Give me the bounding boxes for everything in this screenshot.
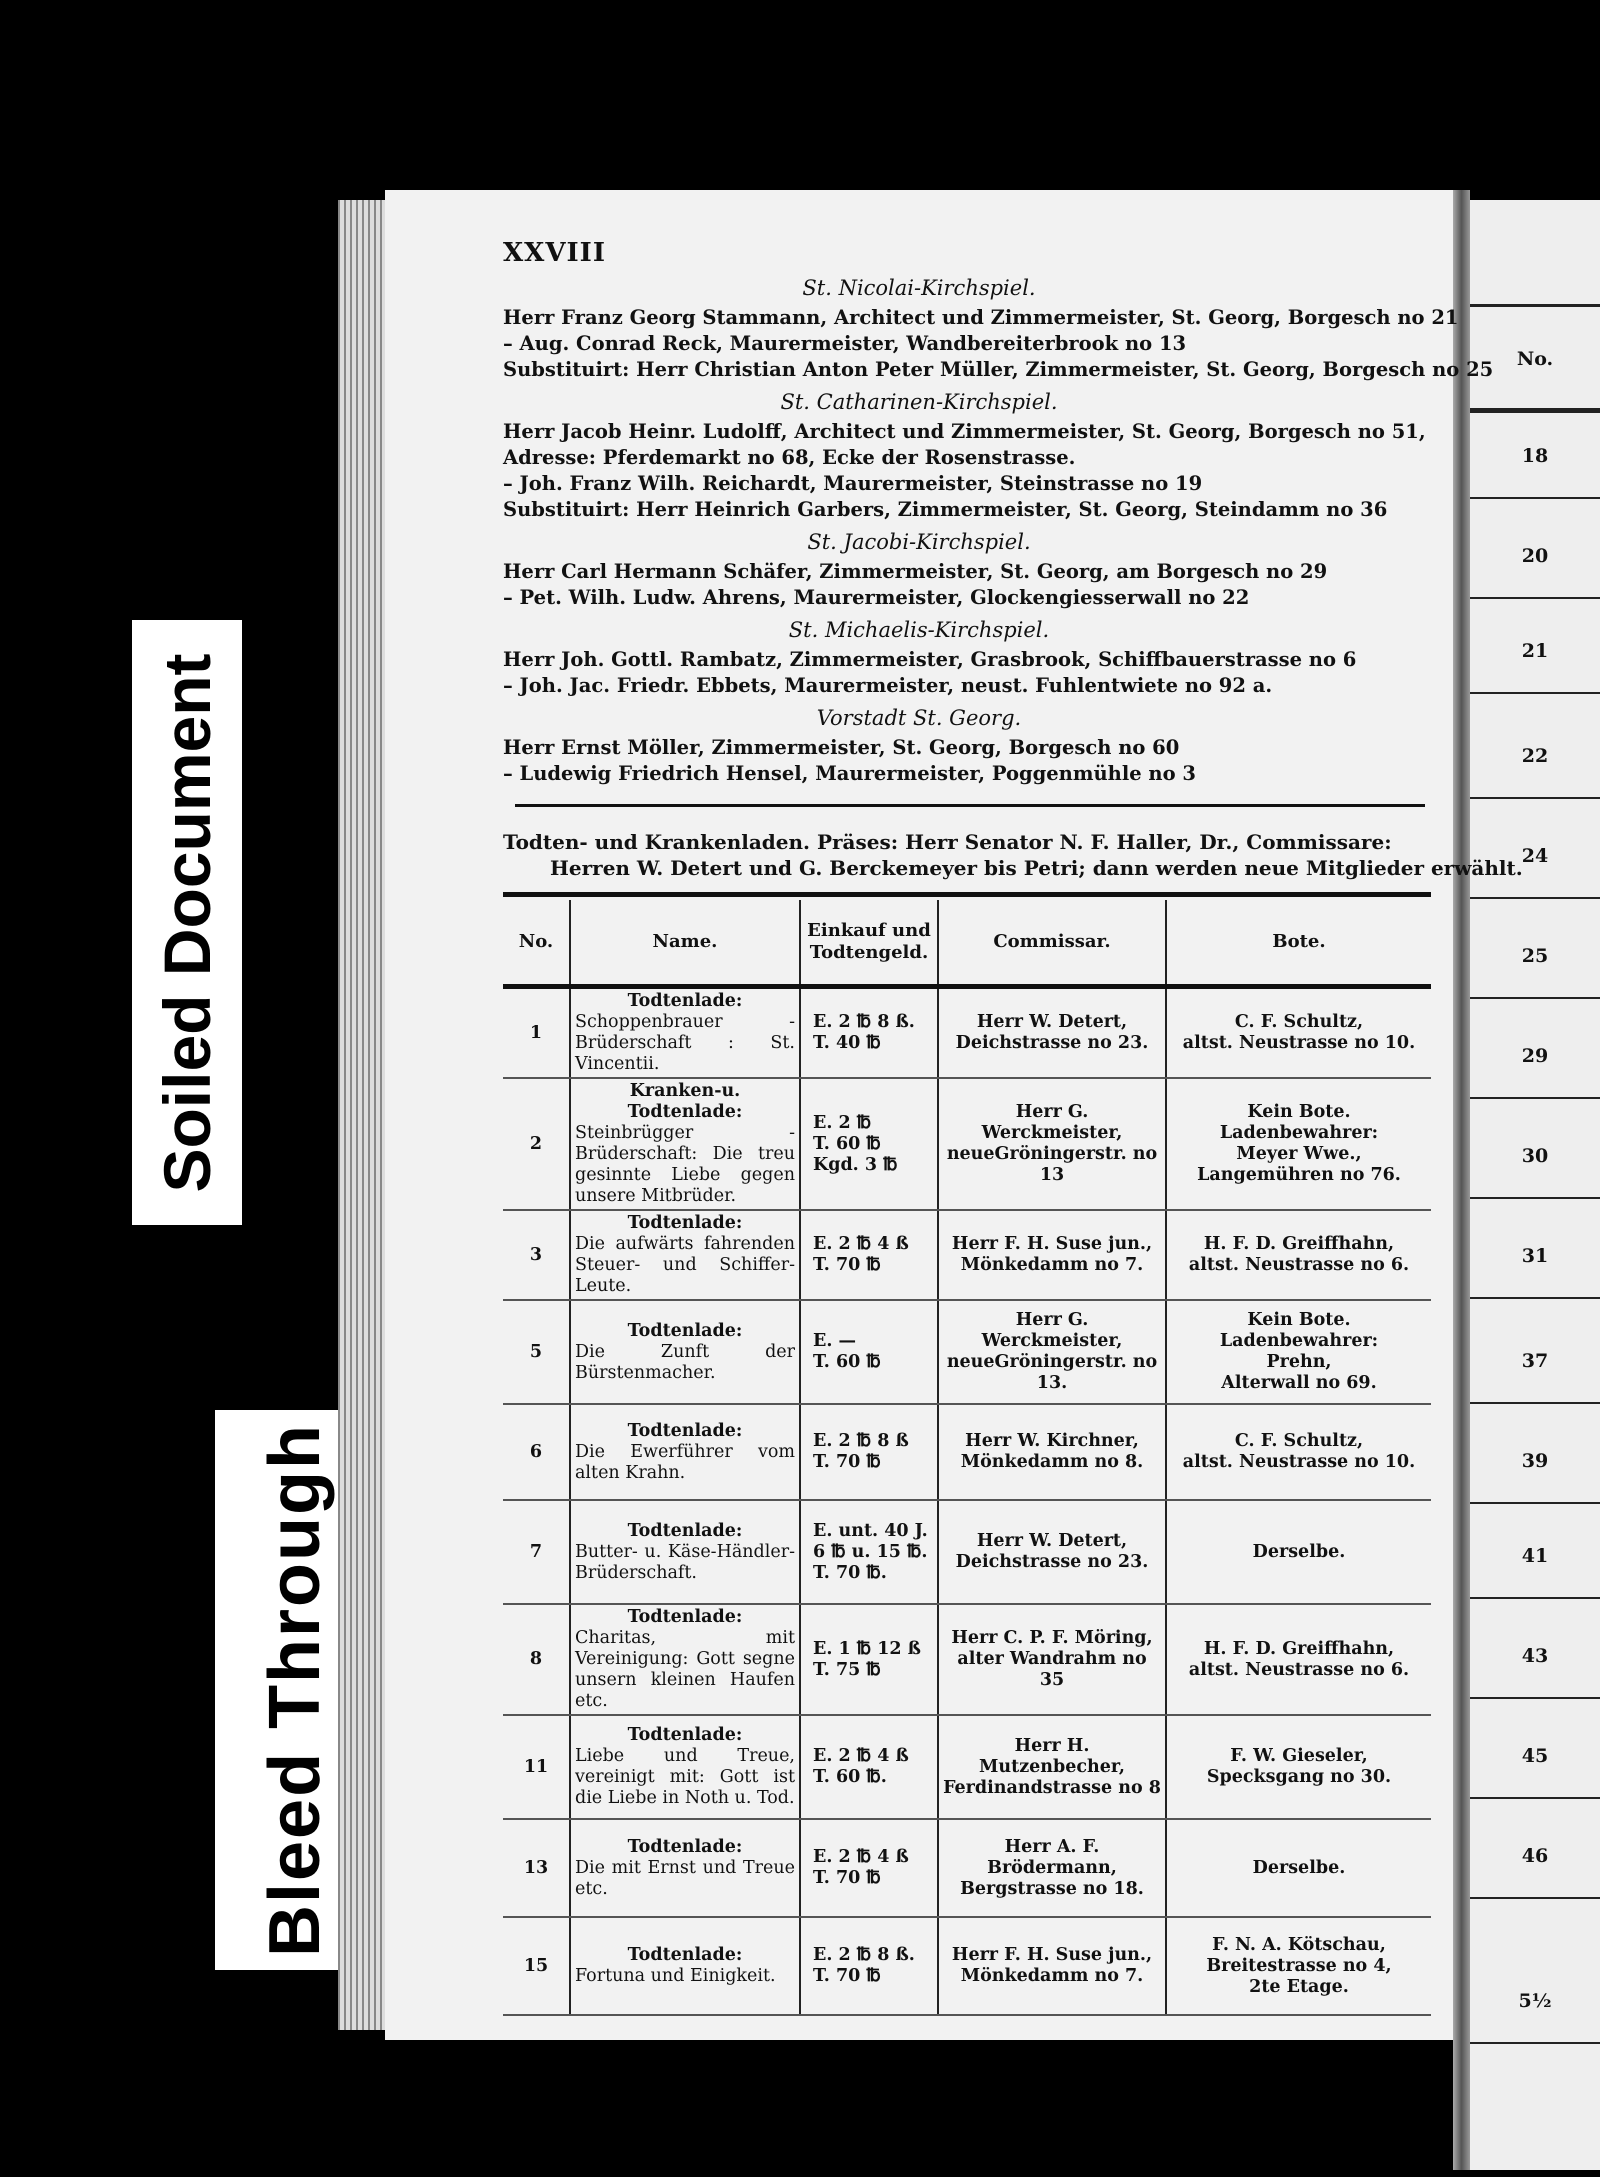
cell-line: 7: [529, 1541, 543, 1562]
right-page-rule: [1470, 1097, 1600, 1099]
cell-line: Todtenlade:: [627, 1420, 743, 1441]
text-line: – Joh. Jac. Friedr. Ebbets, Maurermeister, neust. Fuhlentwiete no 92 a.: [503, 674, 1273, 697]
cell-line: H. F. D. Greiffhahn,: [1203, 1234, 1395, 1254]
cell-line: altst. Neustrasse no 6.: [1188, 1255, 1410, 1275]
right-page-number: 43: [1521, 1645, 1549, 1667]
cell-line: altst. Neustrasse no 10.: [1182, 1452, 1416, 1472]
right-page-rule: [1470, 797, 1600, 799]
text-line: – Ludewig Friedrich Hensel, Maurermeister, Poggenmühle no 3: [503, 762, 1196, 785]
cell-line: Kranken-u. Todtenlade:: [627, 1081, 743, 1122]
cell-einkauf: [800, 1078, 938, 1210]
cell-einkauf: [800, 1404, 938, 1500]
cell-no: [503, 1300, 570, 1404]
cell-bote: [1166, 1819, 1431, 1917]
divider: [515, 804, 1425, 807]
cell-line: Charitas, mit Vereinigung: Gott segne unsern kleinen Haufen etc.: [575, 1628, 795, 1711]
right-page-rule: [1470, 304, 1600, 307]
cell-line: T. 70 ℔: [813, 1966, 881, 1986]
right-page-header: No.: [1516, 348, 1554, 370]
text-line: Herr Ernst Möller, Zimmermeister, St. Georg, Borgesch no 60: [503, 736, 1180, 759]
right-page-number: 39: [1521, 1450, 1549, 1472]
cell-line: T. 60 ℔.: [813, 1767, 887, 1787]
todtenladen-table: [503, 900, 1431, 2016]
cell-einkauf: [800, 1604, 938, 1715]
cell-line: Herr A. F. Brödermann,: [987, 1836, 1117, 1878]
cell-no: [503, 1404, 570, 1500]
text-line: – Joh. Franz Wilh. Reichardt, Maurermeister, Steinstrasse no 19: [503, 472, 1203, 495]
cell-line: Deichstrasse no 23.: [955, 1033, 1149, 1053]
cell-line: T. 75 ℔: [813, 1659, 881, 1680]
cell-commissar: [938, 1210, 1166, 1300]
right-page-rule: [1470, 1502, 1600, 1504]
cell-name: [570, 987, 800, 1079]
cell-line: Herr H. Mutzenbecher,: [979, 1735, 1125, 1777]
cell-line: Mönkedamm no 7.: [960, 1966, 1144, 1986]
right-page-rule: [1470, 997, 1600, 999]
cell-line: Todtenlade:: [627, 1836, 743, 1857]
section-title: St. Nicolai-Kirchspiel.: [802, 276, 1036, 300]
cell-line: Langemühren no 76.: [1197, 1165, 1401, 1185]
table-row: [503, 1604, 1431, 1715]
cell-line: altst. Neustrasse no 6.: [1188, 1659, 1410, 1680]
right-page-number: 22: [1521, 745, 1549, 767]
cell-name: [570, 1917, 800, 2015]
right-page-rule: [1470, 497, 1600, 499]
cell-line: Die Ewerführer vom alten Krahn.: [575, 1441, 795, 1483]
cell-line: Herr W. Kirchner,: [965, 1431, 1139, 1451]
cell-line: 2te Etage.: [1249, 1976, 1349, 1997]
cell-line: Ladenbewahrer:: [1219, 1331, 1379, 1351]
cell-line: Steinbrügger - Brüderschaft: Die treu gesinnte Liebe gegen unsere Mitbrüder.: [575, 1123, 795, 1206]
cell-line: Todtenlade:: [627, 1520, 743, 1541]
cell-commissar: [938, 987, 1166, 1079]
cell-line: 6 ℔ u. 15 ℔.: [813, 1541, 928, 1562]
right-page-number: 41: [1521, 1545, 1549, 1567]
cell-no: [503, 1819, 570, 1917]
right-page-rule: [1470, 597, 1600, 599]
cell-line: Herr C. P. F. Möring,: [951, 1628, 1153, 1648]
right-page-number: 29: [1521, 1045, 1549, 1067]
right-page-number: 24: [1521, 845, 1549, 867]
cell-name: [570, 1404, 800, 1500]
cell-commissar: [938, 1604, 1166, 1715]
col-header-no: No.: [503, 900, 570, 987]
cell-einkauf: [800, 1917, 938, 2015]
scan-background: [1330, 0, 1600, 195]
right-page-rule: [1470, 1597, 1600, 1599]
cell-no: [503, 1500, 570, 1604]
table-row: [503, 1819, 1431, 1917]
cell-no: [503, 1917, 570, 2015]
col-header-name: Name.: [570, 900, 800, 987]
cell-line: E. 2 ℔ 8 ß.: [813, 1945, 915, 1965]
cell-commissar: [938, 1917, 1166, 2015]
cell-line: Todtenlade:: [627, 1213, 743, 1233]
section-title: St. Michaelis-Kirchspiel.: [788, 618, 1050, 642]
cell-line: Butter- u. Käse-Händler-Brüderschaft.: [575, 1541, 795, 1583]
cell-einkauf: [800, 1500, 938, 1604]
cell-bote: [1166, 1404, 1431, 1500]
right-page-number: 20: [1521, 545, 1549, 567]
cell-bote: [1166, 987, 1431, 1079]
cell-bote: [1166, 1715, 1431, 1819]
cell-no: [503, 1715, 570, 1819]
cell-line: Ladenbewahrer:: [1219, 1123, 1379, 1143]
cell-commissar: [938, 1078, 1166, 1210]
text-line: Herr Jacob Heinr. Ludolff, Architect und Zimmermeister, St. Georg, Borgesch no 51,: [503, 420, 1426, 443]
cell-line: Die mit Ernst und Treue etc.: [575, 1857, 795, 1899]
cell-line: E. 2 ℔ 4 ß: [813, 1234, 909, 1254]
cell-line: Prehn,: [1266, 1352, 1332, 1372]
text-line: Herr Carl Hermann Schäfer, Zimmermeister, St. Georg, am Borgesch no 29: [503, 560, 1328, 583]
cell-line: T. 70 ℔: [813, 1255, 881, 1275]
page-number: XXVIII: [503, 238, 607, 268]
section-title: St. Catharinen-Kirchspiel.: [780, 390, 1058, 414]
page-edges: [338, 200, 388, 2030]
cell-line: Bergstrasse no 18.: [960, 1878, 1144, 1899]
right-page-rule: [1470, 1197, 1600, 1199]
cell-line: Kgd. 3 ℔: [813, 1154, 898, 1175]
cell-line: Herr W. Detert,: [976, 1531, 1128, 1551]
cell-line: 6: [529, 1441, 543, 1462]
text-line: – Pet. Wilh. Ludw. Ahrens, Maurermeister, Glockengiesserwall no 22: [503, 586, 1250, 609]
cell-line: Specksgang no 30.: [1206, 1767, 1392, 1787]
right-page-number: 30: [1521, 1145, 1549, 1167]
text-line: Substituirt: Herr Christian Anton Peter Müller, Zimmermeister, St. Georg, Borgesch no 25: [503, 358, 1494, 381]
cell-line: F. W. Gieseler,: [1230, 1746, 1368, 1766]
cell-name: [570, 1715, 800, 1819]
cell-line: Alterwall no 69.: [1221, 1373, 1377, 1393]
cell-einkauf: [800, 1210, 938, 1300]
cell-line: E. 2 ℔: [813, 1112, 872, 1133]
table-body: [503, 987, 1431, 2016]
cell-line: E. —: [813, 1331, 857, 1351]
cell-bote: [1166, 1917, 1431, 2015]
cell-line: E. 2 ℔ 8 ß.: [813, 1012, 915, 1032]
cell-line: Deichstrasse no 23.: [955, 1552, 1149, 1572]
cell-line: Todtenlade:: [627, 991, 743, 1011]
cell-line: Herr G. Werckmeister,: [981, 1310, 1123, 1351]
text-line: Herr Joh. Gottl. Rambatz, Zimmermeister, Grasbrook, Schiffbauerstrasse no 6: [503, 648, 1357, 671]
cell-line: altst. Neustrasse no 10.: [1182, 1033, 1416, 1053]
cell-no: [503, 987, 570, 1079]
cell-commissar: [938, 1300, 1166, 1404]
cell-line: Todtenlade:: [627, 1320, 743, 1341]
table-row: [503, 1210, 1431, 1300]
soiled-document-text: Soiled Document: [150, 652, 224, 1193]
divider: [503, 892, 1431, 897]
cell-line: 13: [523, 1857, 549, 1878]
right-page-number: 25: [1521, 945, 1549, 967]
cell-line: T. 70 ℔: [813, 1868, 881, 1888]
cell-line: Liebe und Treue, vereinigt mit: Gott ist die Liebe in Noth u. Tod.: [575, 1746, 795, 1808]
table-row: [503, 987, 1431, 1079]
cell-line: Mönkedamm no 7.: [960, 1255, 1144, 1275]
table-heading-line: Herren W. Detert und G. Berckemeyer bis Petri; dann werden neue Mitglieder erwählt.: [550, 856, 1523, 880]
cell-line: E. 2 ℔ 4 ß: [813, 1746, 909, 1766]
col-header-commissar: Commissar.: [938, 900, 1166, 987]
cell-line: C. F. Schultz,: [1234, 1012, 1364, 1032]
cell-line: 5: [529, 1341, 543, 1362]
cell-name: [570, 1500, 800, 1604]
right-page-rule: [1470, 1897, 1600, 1899]
cell-line: T. 70 ℔: [813, 1452, 881, 1472]
cell-einkauf: [800, 1819, 938, 1917]
section-title: Vorstadt St. Georg.: [816, 706, 1022, 730]
cell-line: Breitestrasse no 4,: [1206, 1955, 1392, 1976]
cell-name: [570, 1078, 800, 1210]
text-line: Adresse: Pferdemarkt no 68, Ecke der Rosenstrasse.: [503, 446, 1076, 469]
cell-line: T. 60 ℔: [813, 1352, 881, 1372]
table-heading-line: Todten- und Krankenladen. Präses: Herr Senator N. F. Haller, Dr., Commissare:: [503, 830, 1392, 854]
right-page-number: 45: [1521, 1745, 1549, 1767]
cell-line: Herr F. H. Suse jun.,: [951, 1945, 1153, 1965]
cell-name: [570, 1300, 800, 1404]
cell-line: C. F. Schultz,: [1234, 1431, 1364, 1451]
right-page-rule: [1470, 1402, 1600, 1404]
cell-line: E. 2 ℔ 8 ß: [813, 1431, 909, 1451]
right-page-rule: [1470, 1297, 1600, 1299]
table-row: [503, 1715, 1431, 1819]
cell-line: Meyer Wwe.,: [1236, 1144, 1362, 1164]
text-line: Herr Franz Georg Stammann, Architect und Zimmermeister, St. Georg, Borgesch no 21: [503, 306, 1459, 329]
text-line: – Aug. Conrad Reck, Maurermeister, Wandbereiterbrook no 13: [503, 332, 1187, 355]
cell-line: 8: [529, 1649, 543, 1669]
col-header-einkauf: Einkauf und Todtengeld.: [800, 900, 938, 987]
cell-no: [503, 1078, 570, 1210]
cell-bote: [1166, 1300, 1431, 1404]
cell-line: alter Wandrahm no 35: [957, 1649, 1147, 1690]
right-page-rule: [1470, 897, 1600, 899]
cell-name: [570, 1604, 800, 1715]
cell-bote: [1166, 1210, 1431, 1300]
cell-line: 11: [523, 1756, 549, 1777]
cell-line: T. 60 ℔: [813, 1133, 881, 1154]
cell-line: F. N. A. Kötschau,: [1212, 1934, 1386, 1955]
cell-line: Todtenlade:: [627, 1725, 743, 1745]
cell-no: [503, 1210, 570, 1300]
table-row: [503, 1300, 1431, 1404]
cell-line: E. 2 ℔ 4 ß: [813, 1847, 909, 1867]
cell-bote: [1166, 1500, 1431, 1604]
cell-line: Mönkedamm no 8.: [960, 1452, 1144, 1472]
cell-commissar: [938, 1500, 1166, 1604]
cell-line: T. 40 ℔: [813, 1033, 881, 1053]
right-page-number: 46: [1521, 1845, 1549, 1867]
table-row: [503, 1500, 1431, 1604]
cell-line: Fortuna und Einigkeit.: [575, 1966, 776, 1986]
cell-line: Die aufwärts fahrenden Steuer- und Schiffer-Leute.: [575, 1234, 795, 1296]
cell-line: Herr F. H. Suse jun.,: [951, 1234, 1153, 1254]
soiled-document-label: [132, 620, 242, 1225]
cell-line: Derselbe.: [1252, 1541, 1346, 1562]
cell-line: Ferdinandstrasse no 8: [943, 1777, 1161, 1798]
right-page-number: 21: [1521, 640, 1549, 662]
cell-line: Herr W. Detert,: [976, 1012, 1128, 1032]
cell-einkauf: [800, 1715, 938, 1819]
table-header-row: [503, 900, 1431, 987]
table-row: [503, 1078, 1431, 1210]
cell-line: Todtenlade:: [627, 1607, 743, 1627]
section-title: St. Jacobi-Kirchspiel.: [807, 530, 1031, 554]
right-page-rule: [1470, 1797, 1600, 1799]
right-page-number: 5½: [1518, 1990, 1552, 2012]
cell-commissar: [938, 1819, 1166, 1917]
book-spine: [1453, 190, 1470, 2170]
cell-bote: [1166, 1604, 1431, 1715]
cell-name: [570, 1210, 800, 1300]
cell-no: [503, 1604, 570, 1715]
right-page-rule: [1470, 2042, 1600, 2044]
right-page: [1470, 200, 1600, 2170]
cell-line: 15: [523, 1955, 549, 1976]
cell-line: E. unt. 40 J.: [813, 1520, 928, 1541]
right-page-rule: [1470, 692, 1600, 694]
cell-line: Herr G. Werckmeister,: [981, 1102, 1123, 1143]
right-page-rule: [1470, 1697, 1600, 1699]
cell-line: Kein Bote.: [1247, 1310, 1351, 1330]
right-page-number: 18: [1521, 445, 1549, 467]
cell-bote: [1166, 1078, 1431, 1210]
col-header-bote: Bote.: [1166, 900, 1431, 987]
cell-line: 3: [529, 1244, 543, 1265]
cell-einkauf: [800, 1300, 938, 1404]
document-page: [385, 190, 1523, 2040]
cell-line: 1: [529, 1022, 543, 1043]
table-row: [503, 1404, 1431, 1500]
text-line: Substituirt: Herr Heinrich Garbers, Zimmermeister, St. Georg, Steindamm no 36: [503, 498, 1388, 521]
right-page-number: 37: [1521, 1350, 1549, 1372]
cell-name: [570, 1819, 800, 1917]
cell-line: Todtenlade:: [627, 1945, 743, 1965]
table-row: [503, 1917, 1431, 2015]
cell-line: Schoppenbrauer - Brüderschaft : St. Vincentii.: [575, 1012, 795, 1074]
cell-einkauf: [800, 987, 938, 1079]
cell-line: neueGröningerstr. no 13.: [946, 1352, 1158, 1393]
right-page-number: 31: [1521, 1245, 1549, 1267]
cell-line: E. 1 ℔ 12 ß: [813, 1638, 921, 1659]
cell-line: Die Zunft der Bürstenmacher.: [575, 1341, 795, 1383]
cell-line: H. F. D. Greiffhahn,: [1203, 1638, 1395, 1659]
cell-line: Derselbe.: [1252, 1857, 1346, 1878]
right-page-rule: [1470, 408, 1600, 413]
cell-line: Kein Bote.: [1247, 1102, 1351, 1122]
cell-commissar: [938, 1715, 1166, 1819]
cell-line: neueGröningerstr. no 13: [946, 1144, 1158, 1185]
cell-line: 2: [529, 1133, 543, 1154]
cell-commissar: [938, 1404, 1166, 1500]
bleed-through-text: Bleed Through: [255, 1423, 335, 1957]
cell-line: T. 70 ℔.: [813, 1562, 887, 1583]
